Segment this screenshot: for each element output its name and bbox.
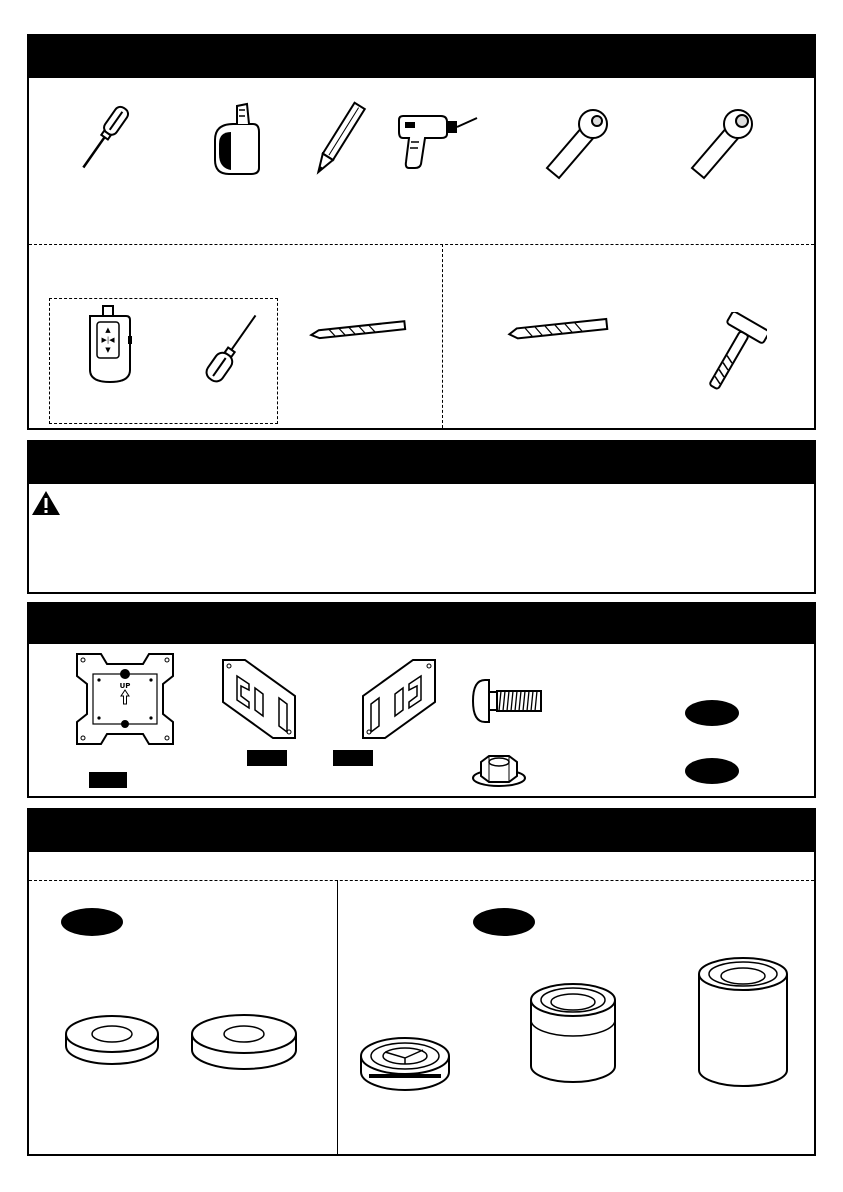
warning-triangle-icon	[31, 490, 61, 516]
socket-wrench-icon	[684, 108, 764, 184]
stud-finder-icon	[84, 304, 134, 384]
tools-divider-vertical	[442, 244, 443, 428]
spacers-header-bar	[29, 810, 814, 852]
svg-text:UP: UP	[119, 682, 131, 690]
bracket-left-label-tag	[247, 750, 287, 766]
warning-panel	[27, 440, 816, 594]
tv-plate-icon	[71, 650, 179, 748]
parts-label-pill	[685, 758, 739, 784]
svg-text:▼: ▼	[105, 346, 111, 354]
warning-header-bar	[29, 442, 814, 484]
parts-panel	[27, 602, 816, 798]
spacers-divider	[29, 880, 814, 881]
washers-label-pill	[61, 908, 123, 936]
tv-plate-label-tag	[89, 772, 127, 788]
spacers-panel	[27, 808, 816, 1156]
nut-icon	[469, 750, 529, 790]
drill-bit-icon	[309, 318, 409, 342]
svg-text:▲: ▲	[105, 326, 111, 334]
bracket-icon	[219, 656, 299, 742]
tools-divider	[29, 244, 814, 245]
hammer-icon	[697, 312, 767, 398]
washer-icon	[189, 1012, 299, 1076]
spacer-icon	[693, 954, 793, 1090]
drill-bit-icon	[507, 316, 611, 342]
washer-icon	[63, 1012, 161, 1072]
awl-icon	[197, 306, 267, 392]
bracket-icon	[359, 656, 439, 742]
parts-label-pill	[685, 700, 739, 726]
bolt-icon	[469, 676, 545, 726]
spacer-icon	[525, 980, 621, 1086]
tools-panel	[27, 34, 816, 430]
spacers-column-divider	[337, 880, 338, 1154]
bracket-right-label-tag	[333, 750, 373, 766]
screwdriver-icon	[64, 98, 144, 178]
tape-measure-icon	[207, 102, 267, 178]
tools-header-bar	[29, 36, 814, 78]
socket-wrench-icon	[539, 108, 619, 184]
drill-icon	[397, 106, 479, 170]
spacers-label-pill	[473, 908, 535, 936]
parts-header-bar	[29, 604, 814, 644]
svg-text:▶|◀: ▶|◀	[101, 336, 115, 344]
spacer-icon	[357, 1032, 453, 1098]
pencil-icon	[304, 98, 374, 180]
